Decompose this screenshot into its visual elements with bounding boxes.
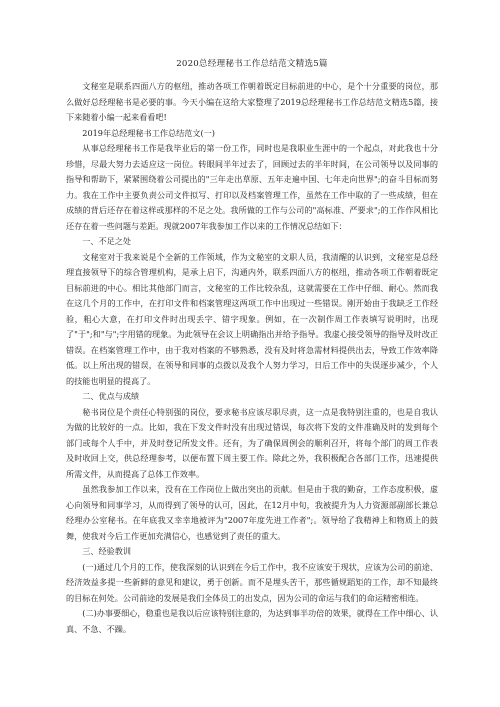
intro-paragraph: 文秘室是联系四面八方的枢纽，推动各项工作朝着既定目标前进的中心，是个十分重要的岗位，那么做好总经理秘书是必要的事。今天小编在这给大家整理了2019总经理秘书工作总结范文精选5篇，接下来随着小编一起来看看吧! <box>66 81 438 122</box>
section-title: 2019年总经理秘书工作总结范文(一) <box>82 127 215 138</box>
subheading-shortcomings: 一、不足之处 <box>82 236 132 246</box>
subheading-strengths: 二、优点与成绩 <box>82 391 140 401</box>
document-title: 2020总经理秘书工作总结范文精选5篇 <box>176 59 328 69</box>
body-paragraph-5: (一)通过几个月的工作，使我深刻的认识到在今后工作中，我不应该安于现状，应该为公司的前途、经济效益多提一些新鲜的意见和建议，勇于创新。而不是埋头苦干，那些循规蹈矩的工作，却不知最终的目标在何处。公司前途的发展是我们全体员工的出发点，因为公司的命运与我们的命运精密相连。 <box>66 561 439 603</box>
subheading-lessons: 三、经验教训 <box>82 546 132 556</box>
body-paragraph-3: 秘书岗位是个责任心特别强的岗位，要求秘书应该尽职尽责，这一点是我特别注重的，也是自我认为做的比较好的一点。比如，我在下发文件时没有出现过错误，每次将下发的文件准确及时的发到每个部门或每个人手中，并及时登记所发文件。还有，为了确保周例会的顺利召开，将每个部门的周工作表及时收回上交，供总经理参考，以便布置下周主要工作。除此之外，我积极配合各部门工作，迅速提供所需文件，从而提高了总体工作效率。 <box>66 406 438 479</box>
body-paragraph-4: 虽然我参加工作以来，没有在工作岗位上做出突出的贡献。但是由于我的勤奋，工作态度积极，虚心向领导和同事学习，从而得到了领导的认可，因此，在12月中旬，我被提升为人力资源部副部长兼总经理办公室秘书。在年底我又幸幸地被评为"2007年度先进工作者";。领导给了我精神上和物质上的鼓舞，使我对今后工作更加充满信心，也感觉到了责任的重大。 <box>66 484 438 541</box>
body-paragraph-6: (二)办事要细心，稳重也是我以后应该特别注意的，为达到事半功倍的效果，就得在工作中细心、认真、不急、不躁。 <box>66 608 439 634</box>
body-paragraph-1: 从事总经理秘书工作是我毕业后的第一份工作，同时也是我职业生涯中的一个起点，对此我也十分珍惜，尽最大努力去适应这一岗位。转眼间半年过去了，回顾过去的半年时间，在公司领导以及同事的指导和帮助下，紧紧围绕着公司提出的"三年走出草原、五年走遍中国、七年走向世界";的奋斗目标而努力。我在工作中主要负责公司文件拟写、打印以及档案管理工作，虽然在工作中取的了一些成绩，但在成绩的背后还存在着这样或那样的不足之处。我所做的工作与公司的"高标准、严要求";的工作作风相比还存在着一些问题与差距。现就2007年我参加工作以来的工作情况总结如下： <box>66 143 438 231</box>
body-paragraph-2: 文秘室对于我来说是个全新的工作领域，作为文秘室的文职人员，我清醒的认识到，文秘室是总经理直接领导下的综合管理机构，是承上启下，沟通内外，联系四面八方的枢纽，推动各项工作朝着既定目标前进的中心。相比其他部门而言，文秘室的工作比较杂乱，这就需要在工作中仔细、耐心。然而我在这几个月的工作中，在打印文件和档案管理这两项工作中出现过一些错误。刚开始由于我缺乏工作经验，粗心大意，在打印文件时出现丢字、错字现象。例如，在一次制作周工作表填写说明时，出现了"于";和"与";字用错的现象。为此领导在会议上明确指出并给予指导。我虚心接受领导的指导及时改正错误。在档案管理工作中，由于我对档案的不够熟悉，没有及时将急需材料提供出去，导致工作效率降低。以上所出现的错误，在领导和同事的点拨以及我个人努力学习，日后工作中的失误逐步减少，个人的技能也明显的提高了。 <box>66 251 438 386</box>
